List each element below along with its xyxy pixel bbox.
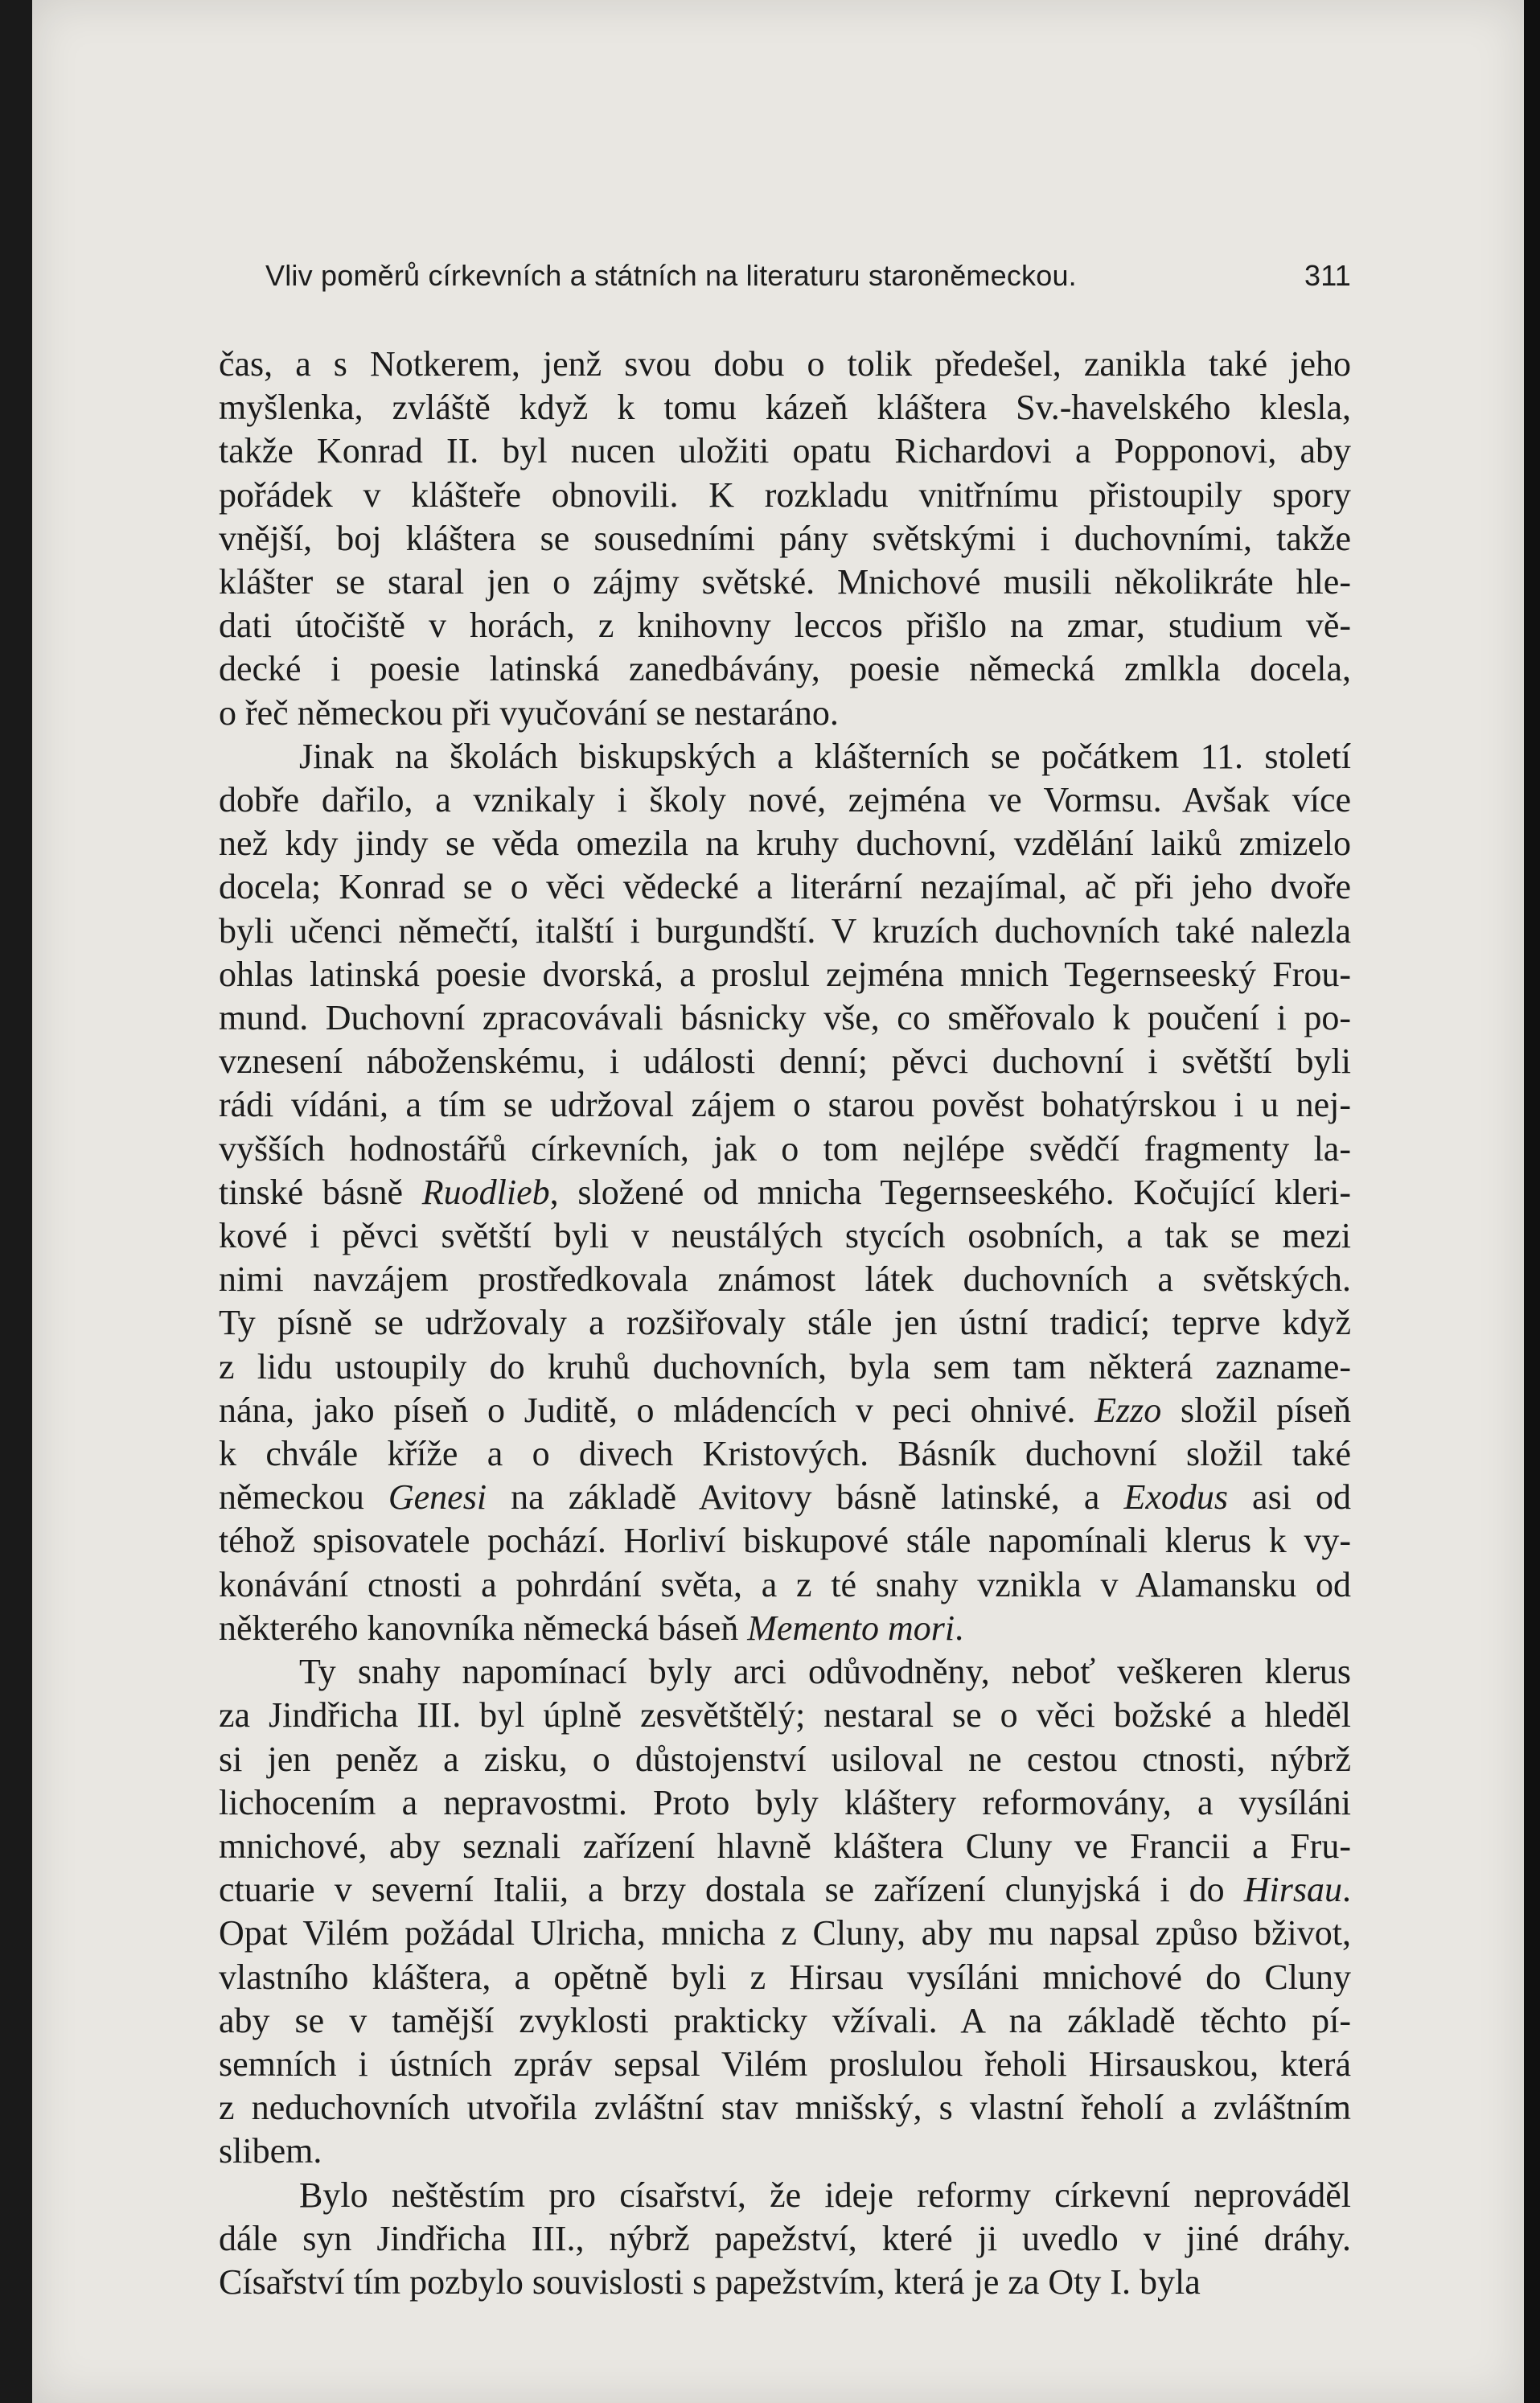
text-line: pořádek v klášteře obnovili. K rozkladu vnitřnímu přistoupily spory [219, 474, 1351, 515]
text-line: si jen peněz a zisku, o důstojenství usiloval ne cestou ctnosti, nýbrž [219, 1739, 1351, 1779]
paragraph [219, 735, 1351, 1650]
italic-title: Memento mori [747, 1608, 955, 1648]
paragraph [219, 1650, 1351, 2173]
italic-title: Genesi [388, 1477, 487, 1518]
text-line: o řeč německou při vyučování se nestaráno. [219, 692, 839, 733]
text-line: než kdy jindy se věda omezila na kruhy duchovní, vzdělání laiků zmizelo [219, 824, 1351, 864]
text-line: dati útočiště v horách, z knihovny leccos přišlo na zmar, studium vě- [219, 606, 1351, 646]
text-line: Opat Vilém požádal Ulricha, mnicha z Cluny, aby mu napsal způso bživot, [219, 1913, 1351, 1953]
text-line: kové i pěvci světští byli v neustálých stycích osobních, a tak se mezi [219, 1216, 1351, 1256]
italic-title: Exodus [1123, 1477, 1228, 1518]
text-line: některého kanovníka německá báseň Memento mori. [219, 1608, 964, 1648]
text-line: myšlenka, zvláště když k tomu kázeň kláštera Sv.-havelského klesla, [219, 388, 1351, 428]
text-line: rádi vídáni, a tím se udržoval zájem o starou pověst bohatýrskou i u nej- [219, 1085, 1351, 1125]
text-line: aby se v tamější zvyklosti prakticky vžívali. A na základě těchto pí- [219, 2000, 1351, 2040]
text-line: tinské básně Ruodlieb, složené od mnicha Tegernseeského. Kočující kleri- [219, 1172, 1351, 1212]
text-line: mnichové, aby seznali zařízení hlavně kláštera Cluny ve Francii a Fru- [219, 1826, 1351, 1866]
text-line: vlastního kláštera, a opětně byli z Hirsau vysíláni mnichové do Cluny [219, 1957, 1351, 1997]
text-line: klášter se staral jen o zájmy světské. Mnichové musili několikráte hle- [219, 562, 1351, 602]
text-line: ctuarie v severní Italii, a brzy dostala se zařízení clunyjská i do Hirsau. [219, 1870, 1351, 1910]
paragraph [219, 343, 1351, 735]
text-line: vyšších hodnostářů církevních, jak o tom nejlépe svědčí fragmenty la- [219, 1128, 1351, 1169]
text-line: Jinak na školách biskupských a klášterních se počátkem 11. století [299, 736, 1351, 776]
text-line: z neduchovních utvořila zvláštní stav mnišský, s vlastní řeholí a zvláštním [219, 2088, 1351, 2128]
text-line: dále syn Jindřicha III., nýbrž papežství, které ji uvedlo v jiné dráhy. [219, 2218, 1351, 2258]
text-line: z lidu ustoupily do kruhů duchovních, byla sem tam některá zazname- [219, 1346, 1351, 1386]
text-line: čas, a s Notkerem, jenž svou dobu o tolik předešel, zanikla také jeho [219, 344, 1351, 384]
text-line: byli učenci němečtí, italští i burgundští. V kruzích duchovních také nalezla [219, 910, 1351, 951]
text-line: lichocením a nepravostmi. Proto byly kláštery reformovány, a vysíláni [219, 1782, 1351, 1822]
paragraph [219, 2174, 1351, 2305]
text-line: vznesení náboženskému, i události denní; pěvci duchovní i světští byli [219, 1041, 1351, 1082]
text-line: za Jindřicha III. byl úplně zesvětštělý; nestaral se o věci božské a hleděl [219, 1695, 1351, 1736]
text-line: Bylo neštěstím pro císařství, že ideje reformy církevní neprováděl [299, 2175, 1351, 2215]
text-line: nimi navzájem prostředkovala známost látek duchovních a světských. [219, 1259, 1351, 1300]
running-head [265, 259, 1351, 293]
text-line: ohlas latinská poesie dvorská, a proslul zejména mnich Tegernseeský Frou- [219, 954, 1351, 994]
scan-edge [1524, 0, 1540, 2403]
text-line: takže Konrad II. byl nucen uložiti opatu Richardovi a Popponovi, aby [219, 431, 1351, 471]
book-page [32, 0, 1524, 2403]
text-line: Císařství tím pozbylo souvislosti s papežstvím, která je za Oty I. byla [219, 2261, 1201, 2302]
text-line: semních i ústních zpráv sepsal Vilém proslulou řeholi Hirsauskou, která [219, 2044, 1351, 2084]
text-line: téhož spisovatele pochází. Horliví biskupové stále napomínali klerus k vy- [219, 1521, 1351, 1561]
text-line: Ty snahy napomínací byly arci odůvodněny, neboť veškeren klerus [299, 1652, 1351, 1692]
page-number: 311 [1304, 259, 1351, 292]
text-line: vnější, boj kláštera se sousedními pány světskými i duchovními, takže [219, 518, 1351, 558]
text-line: Ty písně se udržovaly a rozšiřovaly stále jen ústní tradicí; teprve když [219, 1303, 1351, 1343]
italic-title: Ezzo [1094, 1390, 1162, 1430]
text-line: k chvále kříže a o divech Kristových. Básník duchovní složil také [219, 1434, 1351, 1474]
text-line: německou Genesi na základě Avitovy básně latinské, a Exodus asi od [219, 1477, 1351, 1518]
text-line: dobře dařilo, a vznikaly i školy nové, zejména ve Vormsu. Avšak více [219, 780, 1351, 820]
italic-title: Ruodlieb [421, 1172, 550, 1212]
text-line: konávání ctnosti a pohrdání světa, a z té snahy vznikla v Alamansku od [219, 1564, 1351, 1604]
body-text [219, 343, 1351, 2304]
italic-title: Hirsau [1243, 1870, 1342, 1910]
text-line: mund. Duchovní zpracovávali básnicky vše, co směřovalo k poučení i po- [219, 998, 1351, 1038]
running-title: Vliv poměrů církevních a státních na literaturu staroněmeckou. [265, 259, 1077, 292]
text-line: docela; Konrad se o věci vědecké a literární nezajímal, ač při jeho dvoře [219, 867, 1351, 907]
text-line: decké i poesie latinská zanedbávány, poesie německá zmlkla docela, [219, 649, 1351, 689]
text-line: slibem. [219, 2131, 322, 2171]
text-line: nána, jako píseň o Juditě, o mládencích v peci ohnivé. Ezzo složil píseň [219, 1390, 1352, 1430]
